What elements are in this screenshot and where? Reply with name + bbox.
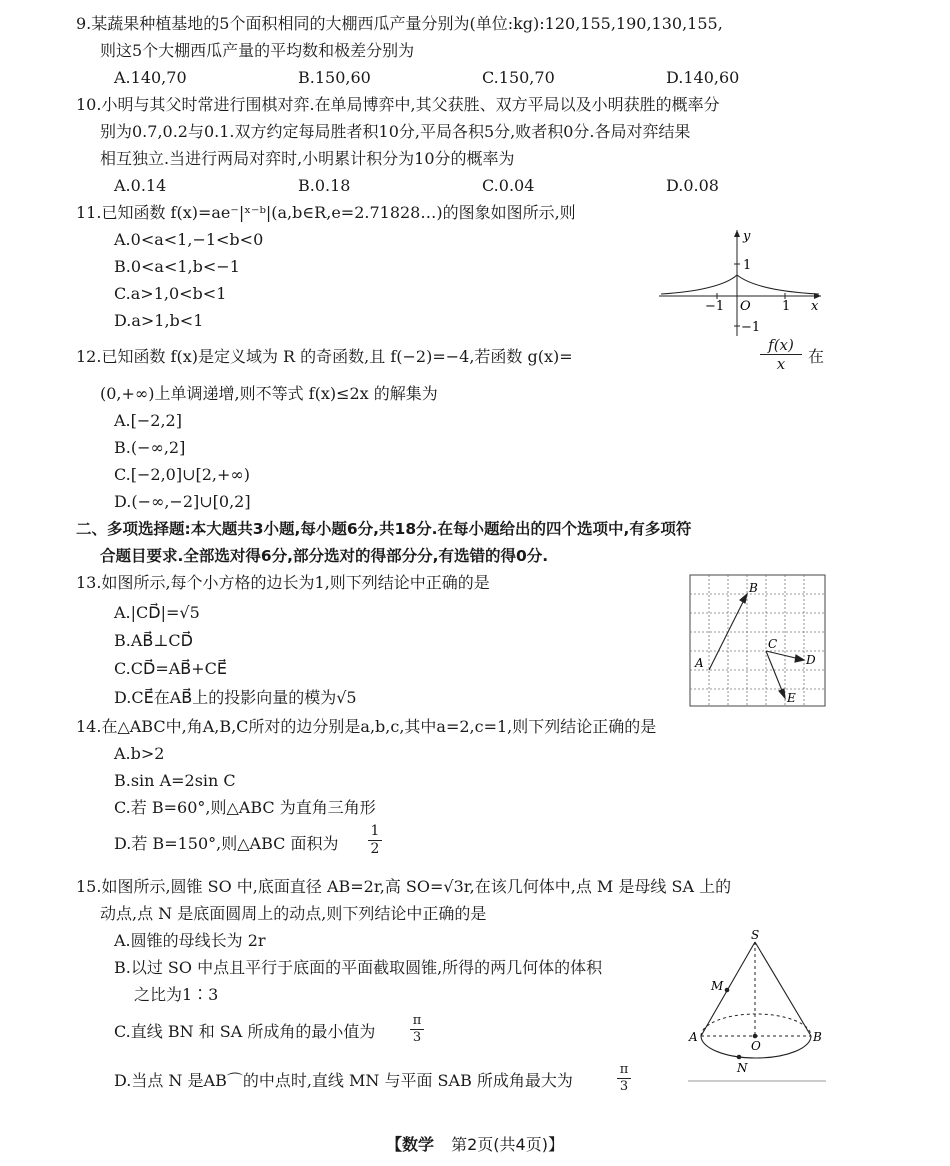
q14-stem: 14.在△ABC中,角A,B,C所对的边分别是a,b,c,其中a=2,c=1,则下列结论正确的是 xyxy=(76,717,657,736)
q15-stem-line2: 动点,点 N 是底面圆周上的动点,则下列结论中正确的是 xyxy=(100,904,487,923)
q13-option-d: D.CE⃗在AB⃗上的投影向量的模为√5 xyxy=(114,688,357,707)
q15-cone-o: O xyxy=(751,1039,761,1053)
q15-cone-a: A xyxy=(689,1030,698,1044)
q11-option-b: B.0<a<1,b<−1 xyxy=(114,257,240,276)
q15-option-d-fraction xyxy=(617,1062,631,1095)
q9-option-b: B.150,60 xyxy=(298,68,371,87)
q11-graph-y-label: y xyxy=(743,229,751,244)
q9-option-d: D.140,60 xyxy=(666,68,740,87)
q10-option-c: C.0.04 xyxy=(482,176,535,195)
q15-option-d: D.当点 N 是AB⌒的中点时,直线 MN 与平面 SAB 所成角最大为 xyxy=(114,1071,573,1090)
q12-stem-line1: 12.已知函数 f(x)是定义域为 R 的奇函数,且 f(−2)=−4,若函数 g(x)= xyxy=(76,347,573,366)
q11-graph-origin: O xyxy=(740,299,751,314)
q15-option-c: C.直线 BN 和 SA 所成角的最小值为 xyxy=(114,1022,376,1041)
q14-option-d-fraction xyxy=(368,823,382,858)
q13-point-e: E xyxy=(787,691,796,705)
section2-header-line2: 合题目要求.全部选对得6分,部分选对的得部分分,有选错的得0分. xyxy=(100,547,549,565)
q15-c-fraction-denominator: 3 xyxy=(412,1030,422,1045)
q13-point-b: B xyxy=(749,581,758,595)
q13-stem: 13.如图所示,每个小方格的边长为1,则下列结论中正确的是 xyxy=(76,573,490,592)
q9-option-a: A.140,70 xyxy=(114,68,187,87)
q14-fraction-denominator: 2 xyxy=(370,841,380,857)
q14-option-b: B.sin A=2sin C xyxy=(114,771,236,790)
q12-fraction-denominator: x xyxy=(776,355,786,373)
q12-option-b: B.(−∞,2] xyxy=(114,438,186,457)
q10-option-d: D.0.08 xyxy=(666,176,719,195)
q13-option-c: C.CD⃗=AB⃗+CE⃗ xyxy=(114,659,228,678)
q15-cone-b: B xyxy=(813,1030,822,1044)
q11-graph-ytick-neg1: −1 xyxy=(741,320,761,335)
q11-stem: 11.已知函数 f(x)=ae⁻|ˣ⁻ᵇ|(a,b∈R,e=2.71828…)的图象如图所示,则 xyxy=(76,203,576,222)
q15-stem-line1: 15.如图所示,圆锥 SO 中,底面直径 AB=2r,高 SO=√3r,在该几何体中,点 M 是母线 SA 上的 xyxy=(76,877,732,896)
q11-option-a: A.0<a<1,−1<b<0 xyxy=(114,230,264,249)
q13-point-a: A xyxy=(695,656,704,670)
page-footer xyxy=(0,1132,950,1155)
q14-option-d: D.若 B=150°,则△ABC 面积为 xyxy=(114,834,339,853)
q14-option-c: C.若 B=60°,则△ABC 为直角三角形 xyxy=(114,798,376,817)
q11-graph-x-label: x xyxy=(811,299,819,314)
q15-option-b-line1: B.以过 SO 中点且平行于底面的平面截取圆锥,所得的两几何体的体积 xyxy=(114,958,603,977)
q11-graph-tick-neg1: −1 xyxy=(705,299,725,314)
q14-fraction-numerator: 1 xyxy=(368,823,382,841)
q9-stem-line2: 则这5个大棚西瓜产量的平均数和极差分别为 xyxy=(100,41,415,60)
q10-stem-line3: 相互独立.当进行两局对弈时,小明累计积分为10分的概率为 xyxy=(100,149,515,168)
footer-subject: 【数学 xyxy=(386,1135,435,1154)
q12-fraction xyxy=(760,336,802,373)
q15-option-c-fraction xyxy=(410,1013,424,1046)
section2-header-line1: 二、多项选择题:本大题共3小题,每小题6分,共18分.在每小题给出的四个选项中,有多项符 xyxy=(76,520,692,538)
q14-option-a: A.b>2 xyxy=(114,744,165,763)
q13-point-d: D xyxy=(806,653,816,667)
q15-cone-diagram xyxy=(687,926,827,1084)
q9-stem-line1: 9.某蔬果种植基地的5个面积相同的大棚西瓜产量分别为(单位:kg):120,155,190,130,155, xyxy=(76,14,723,33)
q15-cone-m: M xyxy=(711,979,724,993)
q10-stem-line1: 10.小明与其父时常进行围棋对弈.在单局博弈中,其父获胜、双方平局以及小明获胜的概率分 xyxy=(76,95,720,114)
q9-option-c: C.150,70 xyxy=(482,68,555,87)
q11-option-d: D.a>1,b<1 xyxy=(114,311,204,330)
q12-option-a: A.[−2,2] xyxy=(114,411,182,430)
q12-stem-line1-end: 在 xyxy=(808,347,825,366)
q12-stem-line2: (0,+∞)上单调递增,则不等式 f(x)≤2x 的解集为 xyxy=(100,384,438,403)
q13-option-a: A.|CD⃗|=√5 xyxy=(114,603,200,622)
q10-option-b: B.0.18 xyxy=(298,176,351,195)
q15-c-fraction-numerator: π xyxy=(410,1013,424,1030)
q11-option-c: C.a>1,0<b<1 xyxy=(114,284,227,303)
q13-point-c: C xyxy=(768,637,778,651)
q10-stem-line2: 别为0.7,0.2与0.1.双方约定每局胜者积10分,平局各积5分,败者积0分.各局对弈结果 xyxy=(100,122,691,141)
q13-grid-diagram xyxy=(689,574,827,708)
q15-d-fraction-denominator: 3 xyxy=(619,1079,629,1094)
q15-cone-s: S xyxy=(751,928,760,942)
q12-fraction-numerator: f(x) xyxy=(760,336,802,355)
q15-d-fraction-numerator: π xyxy=(617,1062,631,1079)
q11-function-graph xyxy=(655,226,827,338)
q11-graph-tick-1: 1 xyxy=(782,299,791,314)
q10-option-a: A.0.14 xyxy=(114,176,167,195)
q12-option-d: D.(−∞,−2]∪[0,2] xyxy=(114,492,251,511)
q12-option-c: C.[−2,0]∪[2,+∞) xyxy=(114,465,250,484)
q15-option-b-line2: 之比为1∶3 xyxy=(134,985,219,1004)
q15-option-a: A.圆锥的母线长为 2r xyxy=(114,931,266,950)
q15-cone-n: N xyxy=(737,1061,748,1075)
q13-option-b: B.AB⃗⊥CD⃗ xyxy=(114,631,193,650)
footer-page-number: 第2页(共4页)】 xyxy=(451,1135,564,1154)
q11-graph-ytick-1: 1 xyxy=(743,258,752,273)
